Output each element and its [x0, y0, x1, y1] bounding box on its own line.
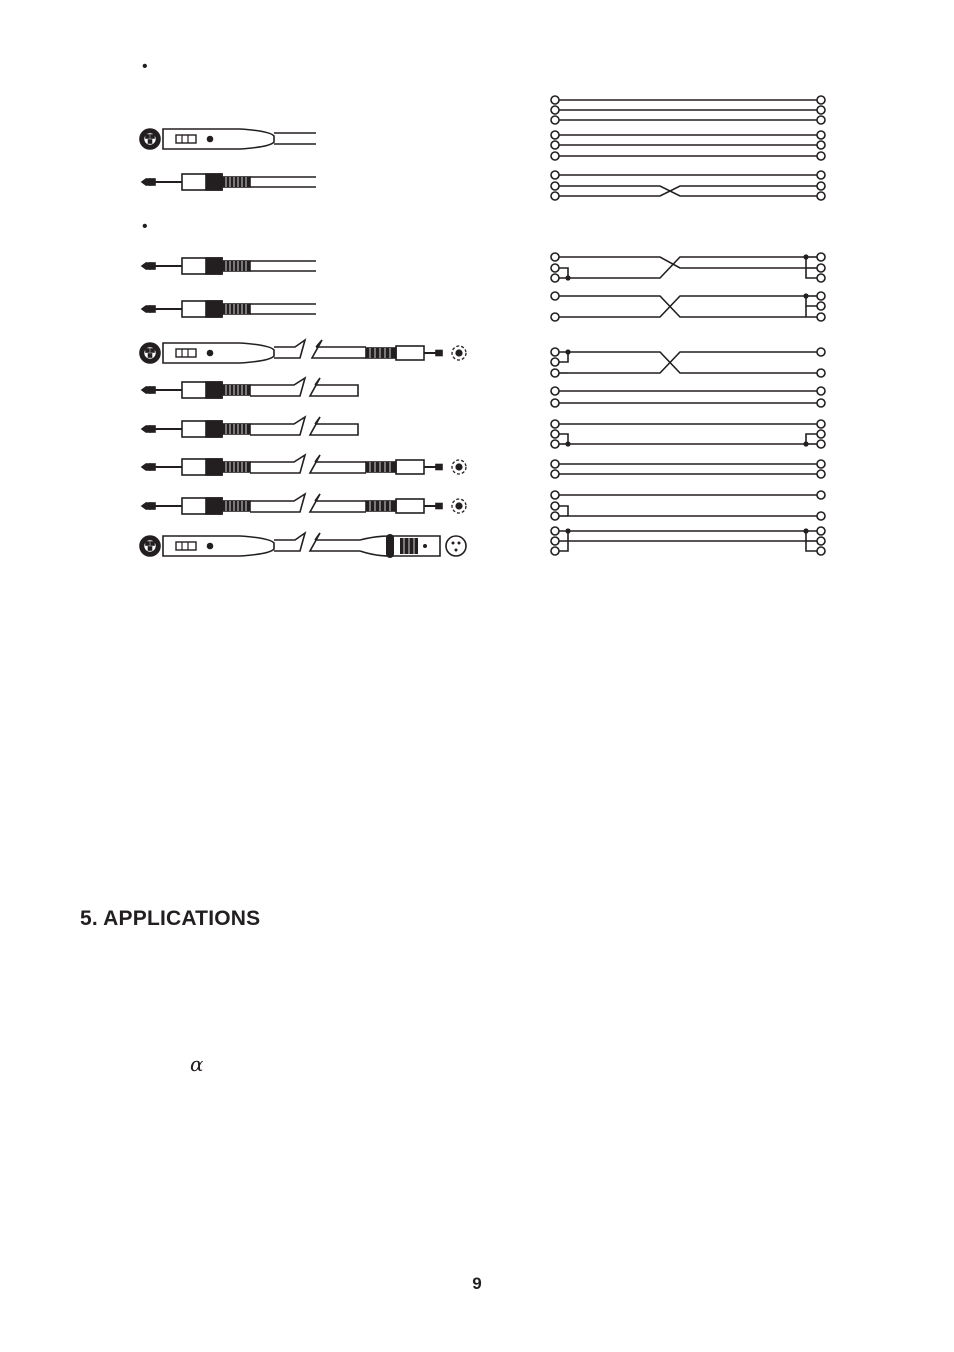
page-number: 9 — [472, 1274, 482, 1293]
bullet-marker: • — [142, 218, 148, 235]
rca-plug-icon — [366, 460, 466, 474]
alpha-symbol: α — [190, 1052, 204, 1076]
xlr-female-connector-icon — [140, 536, 274, 556]
rca-plug-icon — [366, 499, 466, 513]
xlr-female-connector-icon — [140, 129, 274, 149]
trs-jack-plug-icon — [142, 174, 250, 190]
xlr-female-connector-icon — [140, 343, 274, 363]
trs-jack-plug-icon — [142, 258, 250, 274]
cable-diagrams — [0, 0, 954, 600]
xlr-male-connector-icon — [360, 534, 466, 558]
trs-jack-plug-icon — [142, 459, 250, 475]
rca-plug-icon — [366, 346, 466, 360]
ts-jack-plug-icon — [142, 421, 250, 437]
bullet-marker: • — [142, 58, 148, 75]
trs-jack-plug-icon — [142, 382, 250, 398]
ts-jack-plug-icon — [142, 301, 250, 317]
ts-jack-plug-icon — [142, 498, 250, 514]
section-heading: 5. APPLICATIONS — [80, 907, 261, 930]
